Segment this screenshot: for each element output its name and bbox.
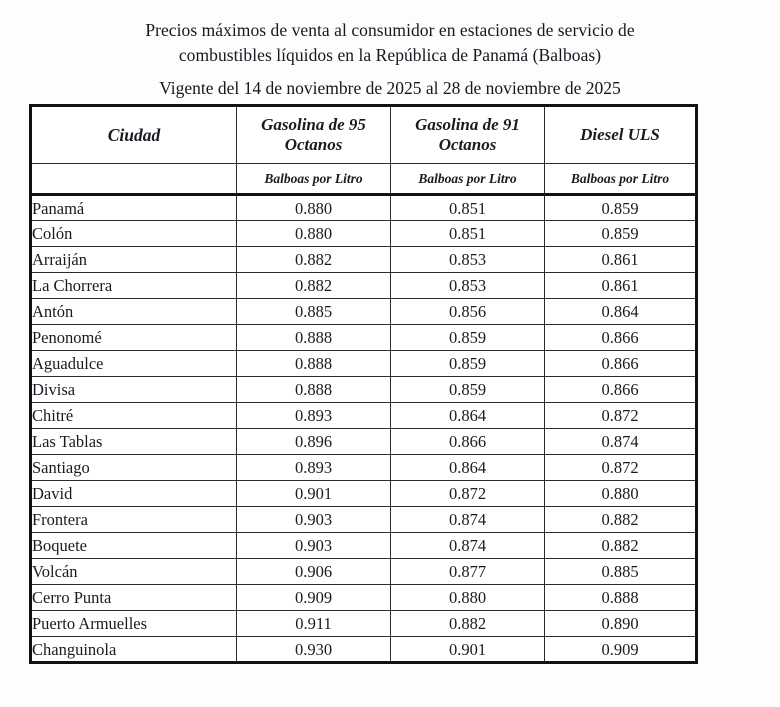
price-cell-g95: 0.903: [237, 507, 391, 533]
price-cell-diesel: 0.866: [545, 377, 697, 403]
price-cell-g95: 0.888: [237, 351, 391, 377]
city-name-cell: Penonomé: [31, 325, 237, 351]
city-name-cell: Arraiján: [31, 247, 237, 273]
table-row: [31, 481, 697, 507]
price-cell-g91: 0.859: [391, 377, 545, 403]
price-cell-g95: 0.880: [237, 195, 391, 221]
column-header-gasolina-95-line1: Gasolina de 95: [261, 115, 366, 134]
city-name-cell: Colón: [31, 221, 237, 247]
table-row: [31, 325, 697, 351]
table-row: [31, 351, 697, 377]
table-row: [31, 429, 697, 455]
table-row: [31, 377, 697, 403]
price-cell-diesel: 0.872: [545, 403, 697, 429]
price-cell-g91: 0.856: [391, 299, 545, 325]
price-cell-g95: 0.906: [237, 559, 391, 585]
price-cell-diesel: 0.888: [545, 585, 697, 611]
price-cell-g91: 0.853: [391, 273, 545, 299]
city-name-cell: Chitré: [31, 403, 237, 429]
column-header-gasolina-91-line1: Gasolina de 91: [415, 115, 520, 134]
table-row: [31, 403, 697, 429]
price-cell-diesel: 0.859: [545, 221, 697, 247]
price-cell-diesel: 0.885: [545, 559, 697, 585]
price-cell-g95: 0.896: [237, 429, 391, 455]
price-cell-diesel: 0.890: [545, 611, 697, 637]
table-row: [31, 273, 697, 299]
price-cell-diesel: 0.861: [545, 273, 697, 299]
table-row: [31, 299, 697, 325]
price-cell-g91: 0.874: [391, 533, 545, 559]
price-cell-diesel: 0.909: [545, 637, 697, 663]
price-cell-g91: 0.874: [391, 507, 545, 533]
city-name-cell: La Chorrera: [31, 273, 237, 299]
table-row: [31, 221, 697, 247]
table-row: [31, 195, 697, 221]
city-name-cell: Santiago: [31, 455, 237, 481]
price-cell-g91: 0.866: [391, 429, 545, 455]
price-cell-g95: 0.893: [237, 403, 391, 429]
city-name-cell: David: [31, 481, 237, 507]
price-cell-g91: 0.864: [391, 455, 545, 481]
price-cell-diesel: 0.880: [545, 481, 697, 507]
price-cell-g91: 0.851: [391, 221, 545, 247]
column-header-gasolina-91-line2: Octanos: [438, 135, 497, 154]
price-cell-g95: 0.930: [237, 637, 391, 663]
city-name-cell: Frontera: [31, 507, 237, 533]
price-cell-g91: 0.877: [391, 559, 545, 585]
title-line-2: combustibles líquidos en la República de Panamá (Balboas): [178, 45, 602, 65]
table-body: [31, 195, 697, 663]
city-name-cell: Las Tablas: [31, 429, 237, 455]
table-units-row: [31, 164, 697, 195]
city-name-cell: Boquete: [31, 533, 237, 559]
price-cell-g95: 0.893: [237, 455, 391, 481]
column-header-ciudad: Ciudad: [31, 106, 237, 164]
price-cell-g91: 0.859: [391, 351, 545, 377]
city-name-cell: Volcán: [31, 559, 237, 585]
column-header-gasolina-95-line2: Octanos: [284, 135, 343, 154]
table-header: [31, 106, 697, 195]
validity-line: Vigente del 14 de noviembre de 2025 al 28 de noviembre de 2025: [159, 78, 621, 98]
price-cell-diesel: 0.874: [545, 429, 697, 455]
table-header-row: [31, 106, 697, 164]
units-cell-ciudad: [31, 164, 237, 195]
table-row: [31, 637, 697, 663]
price-cell-diesel: 0.866: [545, 351, 697, 377]
city-name-cell: Puerto Armuelles: [31, 611, 237, 637]
table-row: [31, 611, 697, 637]
document-title: [0, 18, 780, 68]
price-cell-diesel: 0.872: [545, 455, 697, 481]
price-cell-g95: 0.882: [237, 273, 391, 299]
price-cell-g95: 0.885: [237, 299, 391, 325]
price-cell-g95: 0.903: [237, 533, 391, 559]
price-cell-g95: 0.901: [237, 481, 391, 507]
title-line-1: Precios máximos de venta al consumidor en estaciones de servicio de: [145, 20, 635, 40]
units-cell-gasolina-95: Balboas por Litro: [237, 164, 391, 195]
city-name-cell: Divisa: [31, 377, 237, 403]
price-cell-g91: 0.859: [391, 325, 545, 351]
table-row: [31, 507, 697, 533]
price-cell-g95: 0.888: [237, 325, 391, 351]
price-cell-diesel: 0.859: [545, 195, 697, 221]
price-cell-g91: 0.882: [391, 611, 545, 637]
price-cell-g95: 0.911: [237, 611, 391, 637]
units-cell-gasolina-91: Balboas por Litro: [391, 164, 545, 195]
table-row: [31, 533, 697, 559]
validity-period: [0, 76, 780, 100]
price-cell-g95: 0.909: [237, 585, 391, 611]
price-cell-g91: 0.864: [391, 403, 545, 429]
city-name-cell: Cerro Punta: [31, 585, 237, 611]
price-cell-g91: 0.880: [391, 585, 545, 611]
fuel-price-table: [29, 104, 698, 664]
table-row: [31, 455, 697, 481]
table-row: [31, 585, 697, 611]
price-cell-diesel: 0.866: [545, 325, 697, 351]
table-row: [31, 247, 697, 273]
column-header-gasolina-95: [237, 106, 391, 164]
price-table-container: [29, 104, 698, 664]
price-cell-g91: 0.872: [391, 481, 545, 507]
price-cell-diesel: 0.861: [545, 247, 697, 273]
city-name-cell: Antón: [31, 299, 237, 325]
price-cell-diesel: 0.882: [545, 533, 697, 559]
price-cell-diesel: 0.882: [545, 507, 697, 533]
price-cell-g91: 0.853: [391, 247, 545, 273]
price-cell-g91: 0.851: [391, 195, 545, 221]
price-cell-g91: 0.901: [391, 637, 545, 663]
city-name-cell: Changuinola: [31, 637, 237, 663]
price-cell-g95: 0.880: [237, 221, 391, 247]
price-cell-g95: 0.882: [237, 247, 391, 273]
price-cell-g95: 0.888: [237, 377, 391, 403]
city-name-cell: Aguadulce: [31, 351, 237, 377]
column-header-diesel-uls: Diesel ULS: [545, 106, 697, 164]
price-cell-diesel: 0.864: [545, 299, 697, 325]
clipped-footnote: [96, 697, 656, 707]
table-row: [31, 559, 697, 585]
city-name-cell: Panamá: [31, 195, 237, 221]
units-cell-diesel: Balboas por Litro: [545, 164, 697, 195]
column-header-gasolina-91: [391, 106, 545, 164]
